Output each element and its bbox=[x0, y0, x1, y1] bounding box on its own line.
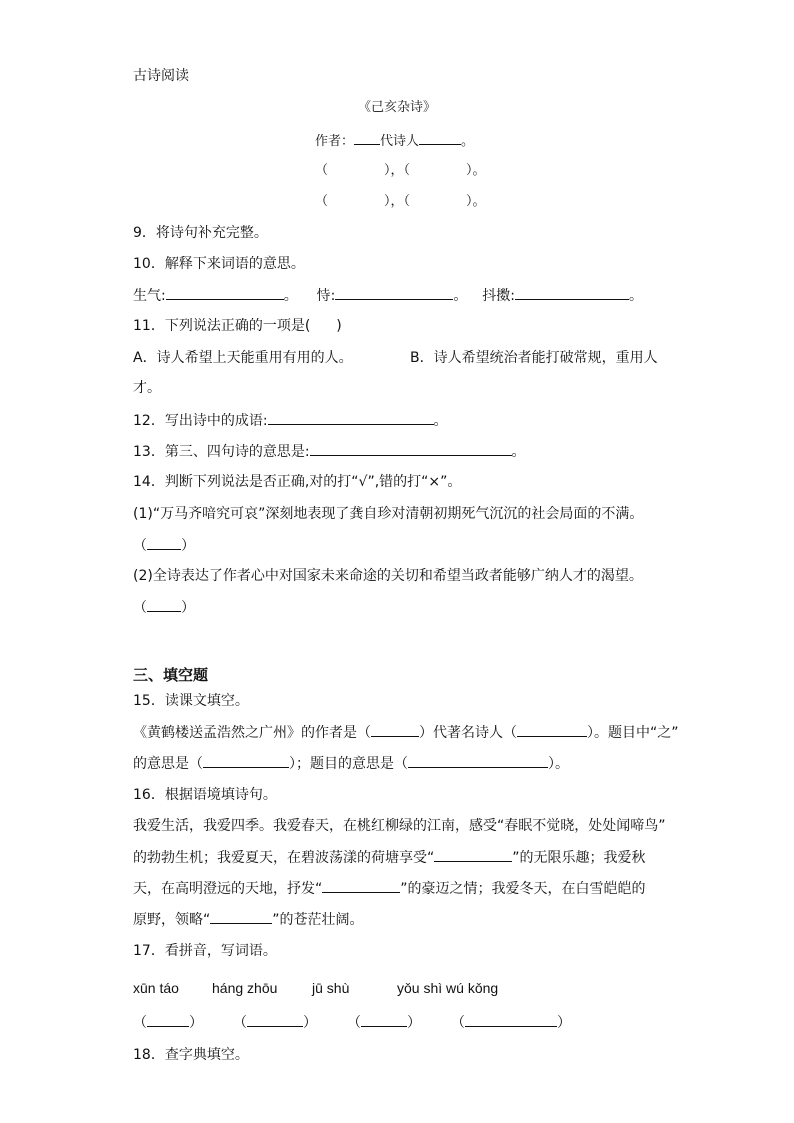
answer-blank[interactable] bbox=[361, 1012, 407, 1027]
answer-blank[interactable] bbox=[147, 535, 181, 550]
poem-line-1 bbox=[315, 161, 486, 181]
q15-line-2 bbox=[133, 753, 569, 774]
question-9: 9．将诗句补充完整。 bbox=[133, 225, 268, 241]
paren-sep: ），（ bbox=[384, 163, 411, 178]
answer-blank[interactable] bbox=[517, 722, 587, 737]
q14-answer-1 bbox=[133, 535, 195, 556]
answer-blank[interactable] bbox=[322, 878, 400, 893]
section-title: 三、填空题 bbox=[133, 666, 209, 684]
paren-close: ） bbox=[189, 1015, 203, 1031]
text-fragment: 原野，领略“ bbox=[133, 912, 211, 928]
answer-blank[interactable] bbox=[515, 285, 629, 300]
answer-blank[interactable] bbox=[465, 1012, 557, 1027]
period: 。 bbox=[283, 288, 298, 304]
text-fragment: ”的豪迈之情；我爱冬天，在白雪皑皑的 bbox=[400, 881, 646, 897]
poet-blank[interactable] bbox=[419, 130, 461, 145]
pinyin-0: xūn táo bbox=[133, 980, 179, 996]
word-label: 恃: bbox=[316, 288, 336, 304]
paren-close: ） bbox=[181, 538, 195, 554]
dynasty-blank[interactable] bbox=[354, 130, 380, 145]
paren-close: ） bbox=[557, 1015, 571, 1031]
paren-close: ） bbox=[303, 1015, 317, 1031]
q16-line-3 bbox=[133, 878, 646, 899]
paren-open: （ bbox=[233, 1015, 247, 1031]
question-12 bbox=[133, 410, 448, 431]
text-fragment: ）代著名诗人（ bbox=[419, 725, 517, 741]
q16-line-4 bbox=[133, 909, 364, 930]
paren-close: ） bbox=[407, 1015, 421, 1031]
text-fragment: ”的无限乐趣；我爱秋 bbox=[512, 850, 646, 866]
paren-open: （ bbox=[315, 194, 329, 209]
answer-blank[interactable] bbox=[371, 722, 419, 737]
text-fragment: ”的苍茫壮阔。 bbox=[272, 912, 364, 928]
question-text: 13．第三、四句诗的意思是: bbox=[133, 444, 310, 460]
pinyin-1: háng zhōu bbox=[212, 980, 278, 996]
period: 。 bbox=[511, 444, 526, 460]
pinyin-answer-2 bbox=[347, 1012, 421, 1033]
poem-author-line bbox=[315, 130, 474, 152]
answer-blank[interactable] bbox=[408, 753, 548, 768]
period: 。 bbox=[628, 288, 643, 304]
paren-open: （ bbox=[133, 538, 147, 554]
answer-blank[interactable] bbox=[203, 753, 289, 768]
pinyin-answer-0 bbox=[133, 1012, 203, 1033]
paren-close: ）。 bbox=[466, 163, 486, 178]
paren-open: （ bbox=[451, 1015, 465, 1031]
author-prefix: 作者： bbox=[315, 134, 355, 149]
option-a[interactable]: A．诗人希望上天能重用有用的人。 bbox=[133, 350, 353, 366]
question-15: 15．读课文填空。 bbox=[133, 693, 249, 709]
answer-blank[interactable] bbox=[310, 441, 512, 456]
pinyin-answer-1 bbox=[233, 1012, 317, 1033]
poem-title: 《己亥杂诗》 bbox=[358, 100, 437, 115]
q16-line-1: 我爱生活，我爱四季。我爱春天，在桃红柳绿的江南，感受“春眠不觉晓，处处闻啼鸟” bbox=[133, 818, 666, 834]
question-text: 12．写出诗中的成语: bbox=[133, 413, 268, 429]
paren-close: ) bbox=[336, 318, 342, 334]
question-18: 18．查字典填空。 bbox=[133, 1047, 249, 1063]
q16-line-2 bbox=[133, 847, 646, 868]
question-16: 16．根据语境填诗句。 bbox=[133, 787, 277, 803]
option-b-continued: 才。 bbox=[133, 380, 161, 396]
paren-close: ） bbox=[181, 600, 195, 616]
answer-blank[interactable] bbox=[268, 410, 434, 425]
question-17: 17．看拼音，写词语。 bbox=[133, 943, 277, 959]
answer-blank[interactable] bbox=[434, 847, 512, 862]
q10-answers bbox=[133, 285, 643, 306]
answer-blank[interactable] bbox=[210, 909, 272, 924]
text-fragment: 的意思是（ bbox=[133, 756, 203, 772]
word-label: 生气: bbox=[133, 288, 166, 304]
text-fragment: 《黄鹤楼送孟浩然之广州》的作者是（ bbox=[133, 725, 371, 741]
pinyin-2: jū shù bbox=[312, 980, 350, 996]
answer-blank[interactable] bbox=[335, 285, 453, 300]
text-fragment: 的勃勃生机；我爱夏天，在碧波荡漾的荷塘享受“ bbox=[133, 850, 435, 866]
question-11 bbox=[133, 316, 342, 336]
q14-statement-2: (2)全诗表达了作者心中对国家未来命途的关切和希望当政者能够广纳人才的渴望。 bbox=[133, 568, 643, 584]
pinyin-answer-3 bbox=[451, 1012, 571, 1033]
q14-statement-1: (1)“万马齐喑究可哀”深刻地表现了龚自珍对清朝初期死气沉沉的社会局面的不满。 bbox=[133, 506, 644, 522]
question-13 bbox=[133, 441, 526, 462]
author-end: 。 bbox=[461, 134, 475, 149]
paren-open: （ bbox=[315, 163, 329, 178]
paren-open: （ bbox=[133, 1015, 147, 1031]
answer-blank[interactable] bbox=[147, 1012, 189, 1027]
paren-sep: ），（ bbox=[384, 194, 411, 209]
author-mid: 代诗人 bbox=[380, 134, 420, 149]
word-label: 抖擞: bbox=[482, 288, 515, 304]
paren-open: （ bbox=[133, 600, 147, 616]
q14-answer-2 bbox=[133, 597, 195, 618]
pinyin-3: yǒu shì wú kǒng bbox=[397, 980, 499, 996]
paren-close: ）。 bbox=[466, 194, 486, 209]
text-fragment: 天，在高明澄远的天地，抒发“ bbox=[133, 881, 323, 897]
question-10: 10．解释下来词语的意思。 bbox=[133, 256, 305, 272]
paren-open: （ bbox=[347, 1015, 361, 1031]
period: 。 bbox=[453, 288, 468, 304]
option-b[interactable]: B．诗人希望统治者能打破常规，重用人 bbox=[410, 350, 658, 366]
answer-blank[interactable] bbox=[147, 597, 181, 612]
answer-blank[interactable] bbox=[247, 1012, 303, 1027]
section-heading: 古诗阅读 bbox=[133, 68, 189, 84]
question-text: 11．下列说法正确的一项是( bbox=[133, 318, 311, 334]
text-fragment: ）。 bbox=[548, 756, 569, 772]
poem-line-2 bbox=[315, 192, 486, 212]
answer-blank[interactable] bbox=[166, 285, 284, 300]
period: 。 bbox=[433, 413, 448, 429]
text-fragment: ）；题目的意思是（ bbox=[289, 756, 408, 772]
q15-line-1 bbox=[133, 722, 679, 743]
question-14: 14．判断下列说法是否正确,对的打“√”,错的打“×”。 bbox=[133, 474, 462, 490]
text-fragment: ）。题目中“之” bbox=[587, 725, 679, 741]
